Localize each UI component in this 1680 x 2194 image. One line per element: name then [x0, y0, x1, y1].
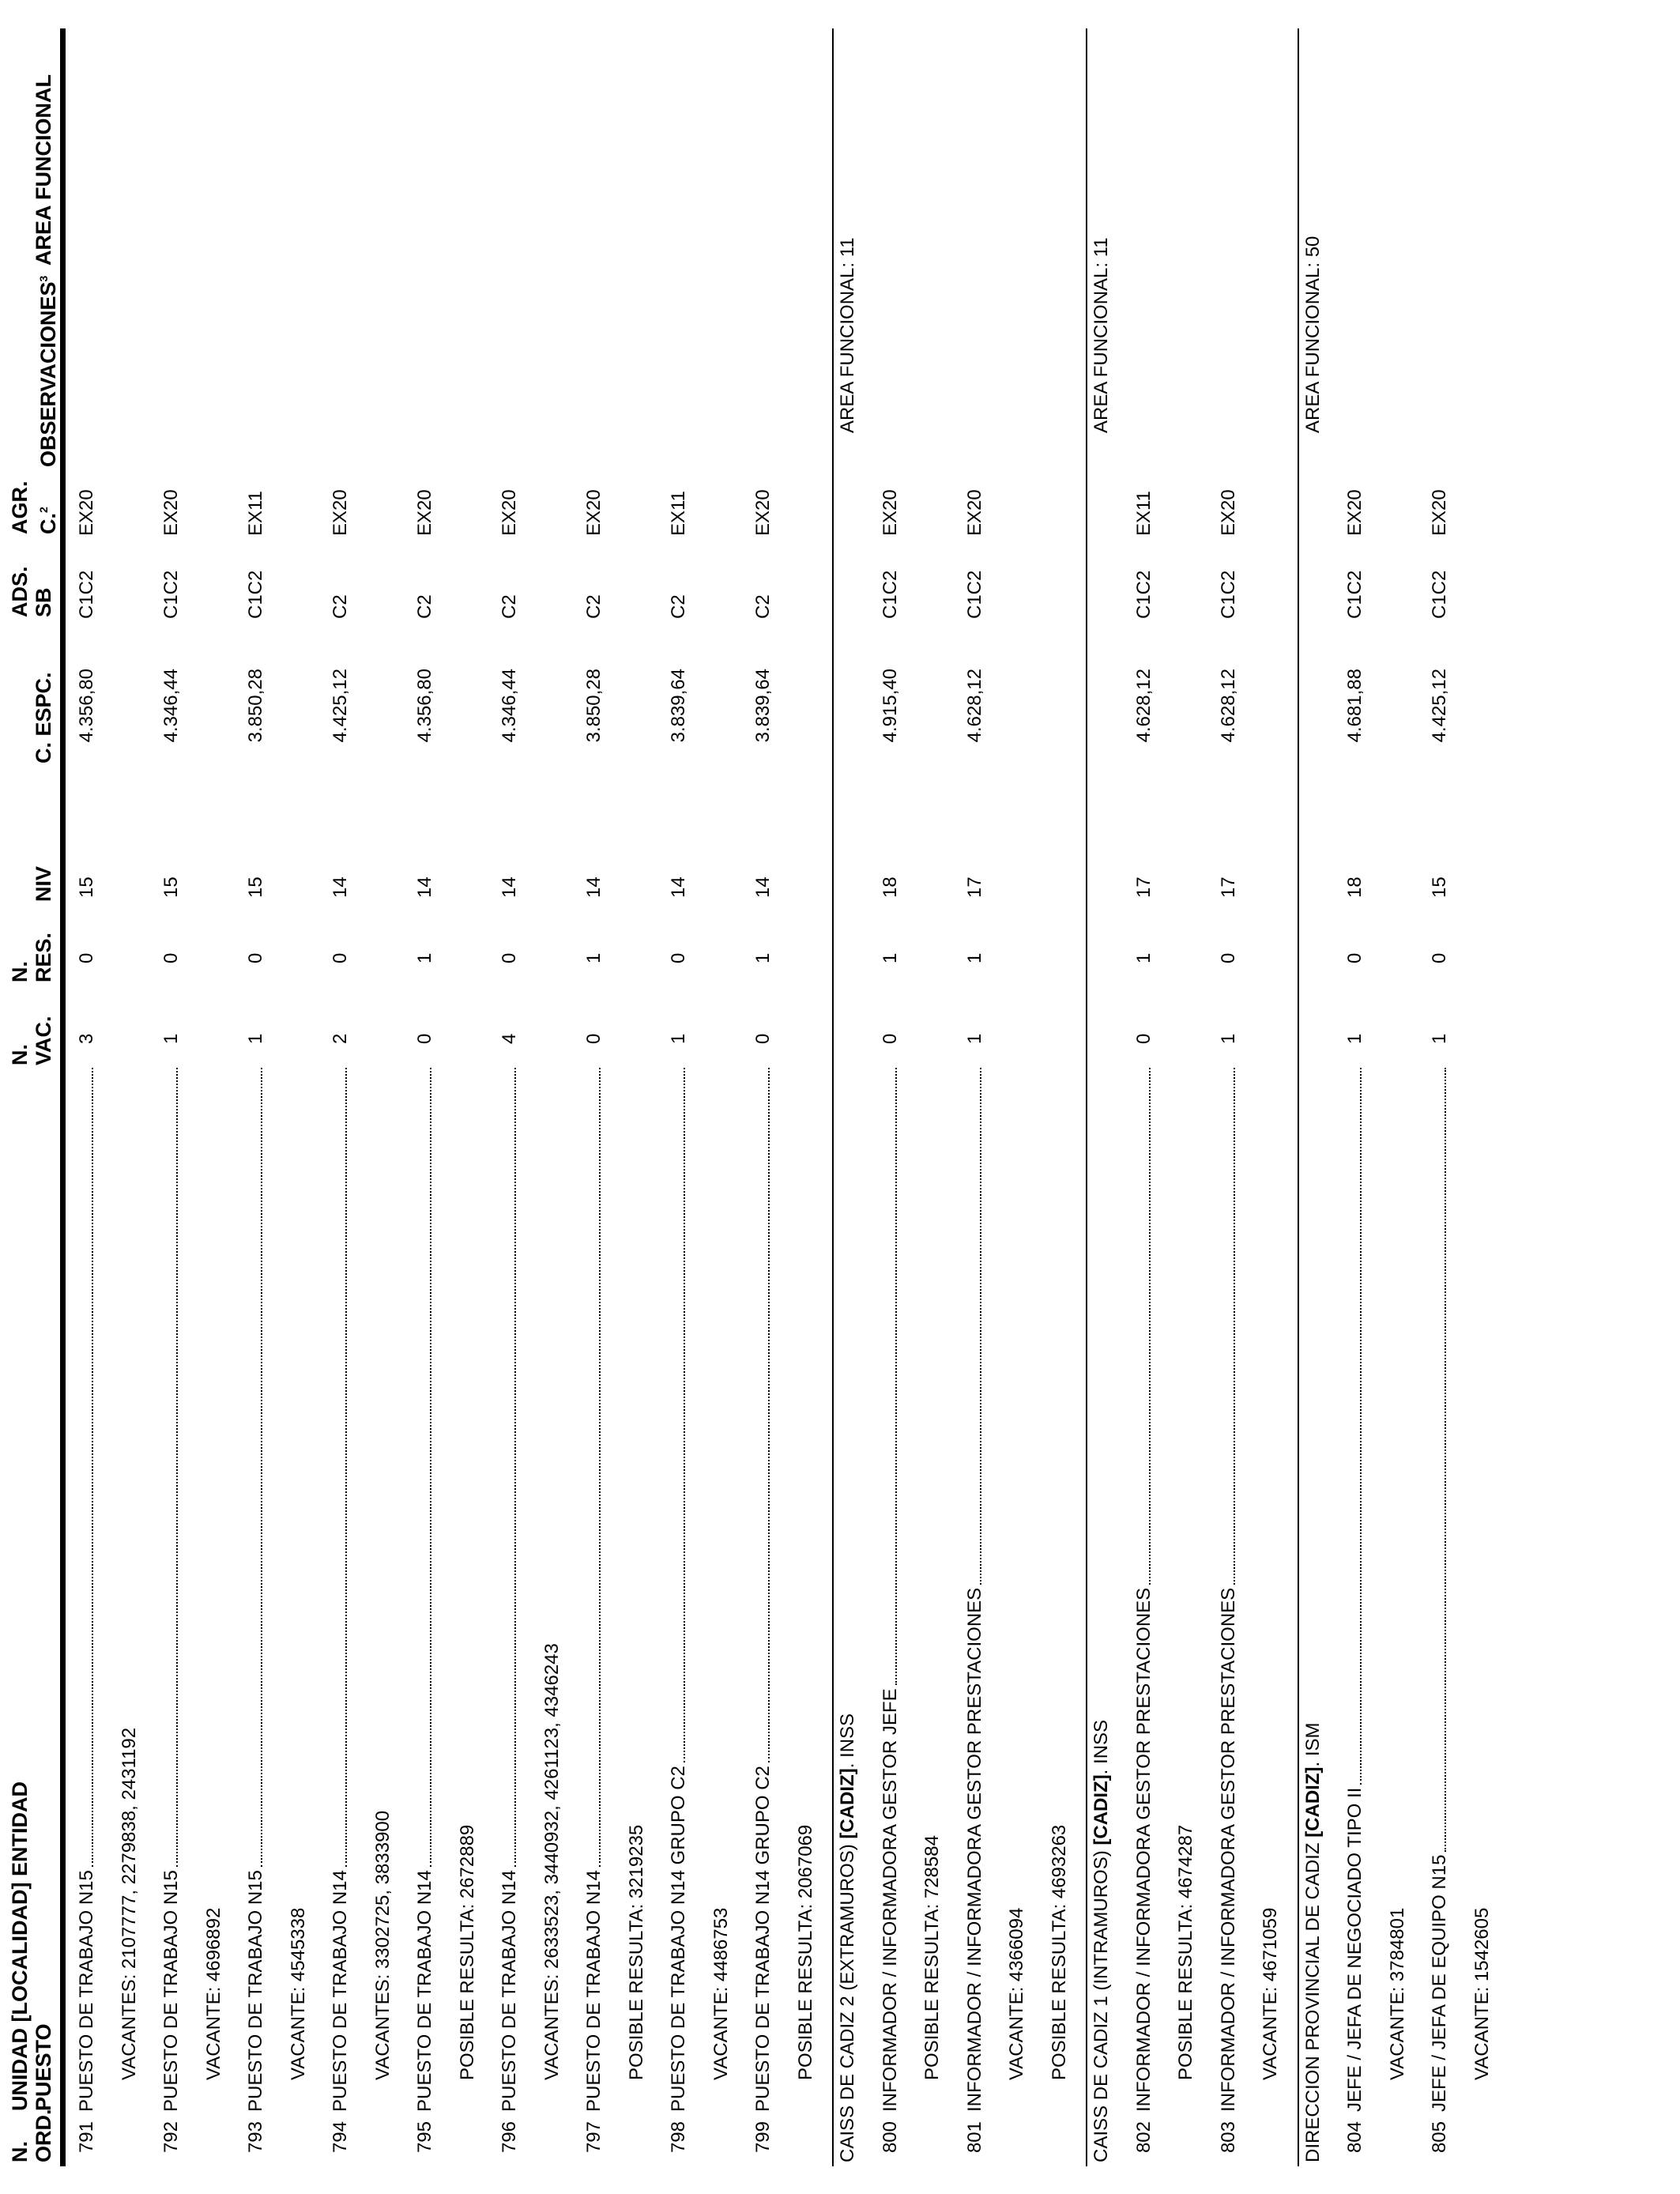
niv: 17	[1132, 876, 1155, 898]
agr-c: EX20	[414, 489, 435, 536]
niv: 14	[752, 876, 774, 898]
detail-line: VACANTE: 1542605	[1471, 1907, 1493, 2080]
order-number: 791	[76, 2121, 97, 2154]
detail-line: POSIBLE RESULTA: 2067069	[794, 1824, 816, 2080]
puesto-name: INFORMADOR / INFORMADORA GESTOR PRESTACIONES	[1132, 1587, 1155, 2112]
n-vac: 1	[1344, 1033, 1365, 1044]
niv: 17	[1217, 876, 1239, 898]
detail-line: VACANTE: 4671059	[1260, 1907, 1281, 2080]
c-espc: 3.839,64	[668, 669, 689, 743]
niv: 14	[499, 876, 520, 898]
puesto-name: PUESTO DE TRABAJO N15	[160, 1870, 182, 2112]
ads-sb: C1C2	[160, 570, 182, 619]
agr-c: EX20	[499, 489, 520, 536]
n-res: 0	[1217, 952, 1239, 963]
puesto-name: JEFE / JEFA DE NEGOCIADO TIPO II	[1344, 1787, 1365, 2112]
detail-line: VACANTE: 4366094	[1006, 1907, 1027, 2080]
niv: 15	[76, 876, 97, 898]
ads-sb: C2	[330, 594, 351, 619]
ads-sb: C1C2	[245, 570, 266, 619]
header-ads-sb: ADS. SB	[8, 566, 55, 617]
dot-leader	[980, 1068, 981, 1585]
c-espc: 4.681,88	[1344, 669, 1365, 743]
niv: 14	[583, 876, 605, 898]
c-espc: 4.425,12	[330, 669, 351, 743]
detail-line: POSIBLE RESULTA: 2672889	[456, 1824, 478, 2080]
ads-sb: C1C2	[1344, 570, 1365, 619]
ads-sb: C1C2	[879, 570, 901, 619]
dot-leader	[684, 1068, 685, 1762]
detail-line: POSIBLE RESULTA: 4674287	[1175, 1824, 1196, 2080]
order-number: 796	[499, 2121, 520, 2154]
dot-leader	[261, 1068, 262, 1867]
unit-separator-line	[832, 28, 834, 2166]
n-res: 0	[1344, 952, 1365, 963]
niv: 15	[1429, 876, 1450, 898]
agr-c: EX11	[668, 491, 689, 536]
order-number: 797	[583, 2121, 605, 2154]
order-number: 800	[879, 2121, 901, 2154]
ads-sb: C1C2	[1429, 570, 1450, 619]
n-res: 1	[583, 952, 605, 963]
order-number: 801	[963, 2121, 985, 2154]
puesto-name: PUESTO DE TRABAJO N14	[330, 1870, 351, 2112]
dot-leader	[1445, 1068, 1446, 1852]
ads-sb: C2	[499, 594, 520, 619]
n-res: 1	[963, 952, 985, 963]
detail-line: VACANTE: 4486753	[710, 1907, 732, 2080]
unit-name: DIRECCION PROVINCIAL DE CADIZ	[1301, 1837, 1324, 2162]
puesto-name: PUESTO DE TRABAJO N14	[414, 1870, 435, 2112]
dot-leader	[1149, 1068, 1151, 1585]
n-res: 1	[1132, 952, 1155, 963]
n-res: 0	[330, 952, 351, 963]
agr-c: EX20	[1217, 489, 1239, 536]
detail-line: VACANTES: 3302725, 3833900	[371, 1810, 394, 2080]
header-niv: NIV	[32, 865, 55, 902]
puesto-name: PUESTO DE TRABAJO N15	[245, 1870, 266, 2112]
ads-sb: C2	[668, 594, 689, 619]
c-espc: 4.915,40	[879, 669, 901, 743]
puesto-name: PUESTO DE TRABAJO N15	[76, 1870, 97, 2112]
detail-line: VACANTE: 3784801	[1386, 1907, 1408, 2080]
n-vac: 4	[499, 1033, 520, 1044]
ads-sb: C1C2	[963, 570, 985, 619]
n-vac: 1	[1217, 1033, 1239, 1044]
niv: 18	[879, 876, 901, 898]
c-espc: 4.346,44	[160, 669, 182, 743]
unit-separator-line	[1086, 28, 1087, 2166]
n-vac: 1	[245, 1033, 266, 1044]
c-espc: 3.839,64	[752, 669, 774, 743]
unit-entity: . ISM	[1301, 1722, 1324, 1767]
n-vac: 0	[752, 1033, 774, 1044]
dot-leader	[895, 1068, 897, 1685]
niv: 14	[414, 876, 435, 898]
niv: 15	[245, 876, 266, 898]
header-observaciones: OBSERVACIONES$^3$	[36, 275, 60, 467]
header-area-funcional: AREA FUNCIONAL	[32, 74, 55, 266]
ads-sb: C1C2	[1217, 570, 1239, 619]
c-espc: 4.356,80	[76, 669, 97, 743]
detail-line: POSIBLE RESULTA: 4693263	[1048, 1824, 1070, 2080]
puesto-name: PUESTO DE TRABAJO N14 GRUPO C2	[668, 1766, 689, 2112]
n-res: 0	[668, 952, 689, 963]
unit-header	[837, 1713, 859, 2162]
order-number: 794	[330, 2121, 351, 2154]
ads-sb: C1C2	[76, 570, 97, 619]
n-vac: 2	[330, 1033, 351, 1044]
detail-line: VACANTES: 2107777, 2279838, 2431192	[118, 1727, 140, 2080]
order-number: 799	[752, 2121, 774, 2154]
header-n-ord: N. ORD.	[8, 2109, 55, 2162]
header-agr-c: AGR. C.$^2$	[8, 481, 60, 534]
unit-separator-line	[1298, 28, 1299, 2166]
agr-c: EX11	[245, 491, 266, 536]
c-espc: 4.356,80	[414, 669, 435, 743]
n-vac: 1	[1429, 1033, 1450, 1044]
n-vac: 1	[963, 1033, 985, 1044]
dot-leader	[1360, 1068, 1362, 1785]
n-res: 1	[414, 952, 435, 963]
niv: 14	[330, 876, 351, 898]
header-c-espc: C. ESPC.	[32, 672, 55, 763]
puesto-name: INFORMADOR / INFORMADORA GESTOR PRESTACIONES	[1217, 1587, 1239, 2112]
area-funcional: AREA FUNCIONAL: 11	[837, 237, 858, 433]
unit-entity: . INSS	[837, 1713, 858, 1769]
unit-entity: . INSS	[1090, 1719, 1112, 1775]
n-res: 0	[76, 952, 97, 963]
c-espc: 4.628,12	[963, 669, 985, 743]
dot-leader	[345, 1068, 347, 1867]
order-number: 793	[245, 2121, 266, 2154]
dot-leader	[599, 1068, 601, 1867]
unit-name: CAISS DE CADIZ 2 (EXTRAMUROS)	[837, 1838, 858, 2162]
niv: 14	[668, 876, 689, 898]
area-funcional: AREA FUNCIONAL: 11	[1090, 237, 1112, 433]
c-espc: 4.425,12	[1429, 669, 1450, 743]
header-n-res: N. RES.	[8, 932, 55, 982]
ads-sb: C2	[583, 594, 605, 619]
puesto-name: PUESTO DE TRABAJO N14	[583, 1870, 605, 2112]
ads-sb: C2	[414, 594, 435, 619]
c-espc: 3.850,28	[583, 669, 605, 743]
niv: 18	[1344, 876, 1365, 898]
unit-name: CAISS DE CADIZ 1 (INTRAMUROS)	[1090, 1845, 1112, 2162]
agr-c: EX20	[160, 489, 182, 536]
unit-locality: [CADIZ]	[1090, 1774, 1112, 1845]
area-funcional: AREA FUNCIONAL: 50	[1301, 236, 1324, 433]
n-res: 0	[160, 952, 182, 963]
niv: 15	[160, 876, 182, 898]
c-espc: 4.628,12	[1132, 669, 1155, 743]
unit-header	[1302, 1723, 1324, 2163]
order-number: 798	[668, 2121, 689, 2154]
agr-c: EX20	[963, 489, 985, 536]
agr-c: EX20	[1429, 489, 1450, 536]
dot-leader	[430, 1068, 431, 1867]
order-number: 795	[414, 2121, 435, 2154]
puesto-name: INFORMADOR / INFORMADORA GESTOR JEFE	[879, 1688, 901, 2112]
n-vac: 0	[583, 1033, 605, 1044]
agr-c: EX20	[583, 489, 605, 536]
agr-c: EX20	[752, 489, 774, 536]
unit-header	[1090, 1720, 1113, 2162]
dot-leader	[514, 1068, 516, 1867]
order-number: 792	[160, 2121, 182, 2154]
agr-c: EX20	[879, 489, 901, 536]
detail-line: VACANTE: 4545338	[287, 1907, 309, 2080]
dot-leader	[176, 1068, 178, 1867]
n-res: 0	[499, 952, 520, 963]
ads-sb: C1C2	[1132, 570, 1155, 619]
order-number: 803	[1217, 2121, 1239, 2154]
header-unidad: UNIDAD [LOCALIDAD] ENTIDAD PUESTO	[8, 1781, 55, 2111]
puesto-name: PUESTO DE TRABAJO N14	[499, 1870, 520, 2112]
n-vac: 0	[879, 1033, 901, 1044]
n-res: 0	[1429, 952, 1450, 963]
n-vac: 3	[76, 1033, 97, 1044]
header-n-vac: N. VAC.	[8, 1016, 55, 1065]
c-espc: 3.850,28	[245, 669, 266, 743]
dot-leader	[92, 1068, 93, 1867]
niv: 17	[963, 876, 985, 898]
ads-sb: C2	[752, 594, 774, 619]
detail-line: POSIBLE RESULTA: 3219235	[625, 1824, 647, 2080]
order-number: 802	[1132, 2121, 1155, 2154]
agr-c: EX20	[1344, 489, 1365, 536]
n-vac: 1	[668, 1033, 689, 1044]
header-rule	[60, 28, 66, 2166]
agr-c: EX20	[330, 489, 351, 536]
puesto-name: INFORMADOR / INFORMADORA GESTOR PRESTACIONES	[963, 1587, 985, 2112]
dot-leader	[1234, 1068, 1235, 1585]
unit-locality: [CADIZ]	[837, 1768, 858, 1839]
order-number: 804	[1344, 2121, 1365, 2154]
order-number: 805	[1429, 2121, 1450, 2154]
n-vac: 0	[1132, 1033, 1155, 1044]
agr-c: EX11	[1132, 491, 1155, 536]
c-espc: 4.346,44	[499, 669, 520, 743]
dot-leader	[768, 1068, 770, 1762]
c-espc: 4.628,12	[1217, 669, 1239, 743]
detail-line: VACANTE: 4696892	[202, 1907, 224, 2080]
unit-locality: [CADIZ]	[1301, 1766, 1324, 1838]
n-res: 1	[879, 952, 901, 963]
agr-c: EX20	[76, 489, 97, 536]
n-vac: 0	[414, 1033, 435, 1044]
puesto-name: JEFE / JEFA DE EQUIPO N15	[1429, 1854, 1450, 2112]
puesto-name: PUESTO DE TRABAJO N14 GRUPO C2	[752, 1766, 774, 2112]
detail-line: POSIBLE RESULTA: 728584	[921, 1835, 943, 2080]
n-res: 1	[752, 952, 774, 963]
detail-line: VACANTES: 2633523, 3440932, 4261123, 4346243	[541, 1643, 563, 2080]
n-vac: 1	[160, 1033, 182, 1044]
n-res: 0	[245, 952, 266, 963]
